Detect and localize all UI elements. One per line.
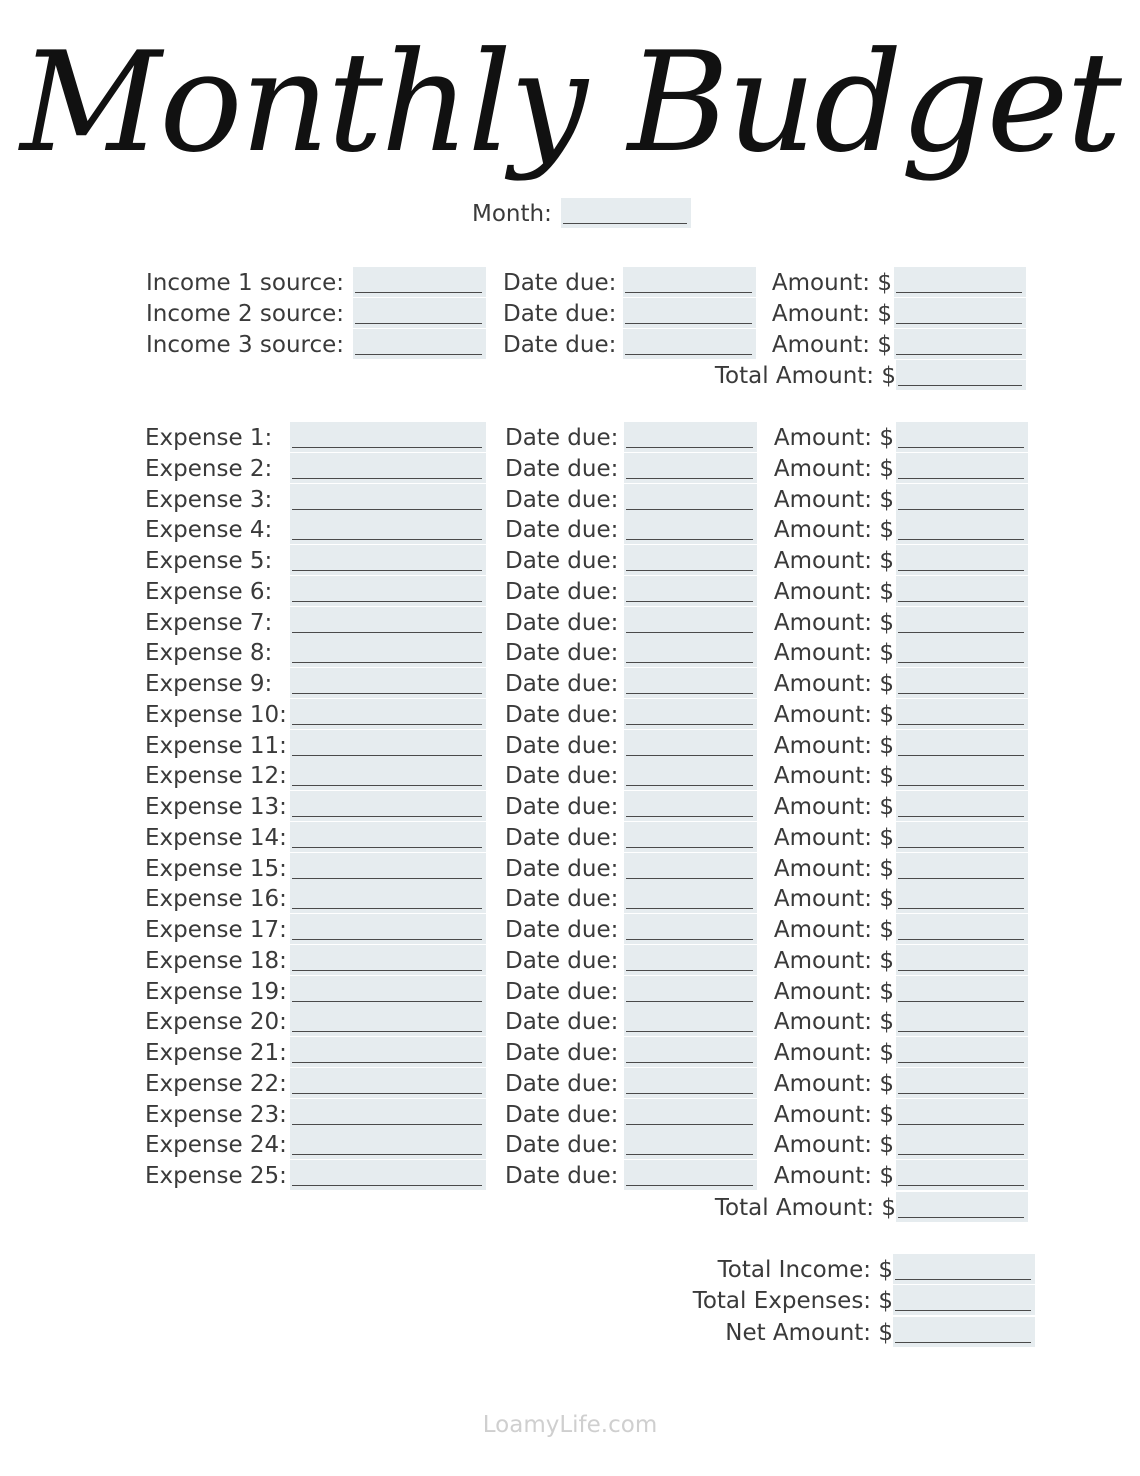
amount-label: Amount: $ — [773, 948, 894, 974]
expense-amount-field[interactable] — [896, 699, 1028, 729]
date-due-label: Date due: — [503, 270, 617, 296]
expense-name-field[interactable] — [290, 1099, 486, 1129]
expense-amount-field[interactable] — [896, 883, 1028, 913]
summary-label: Net Amount: $ — [725, 1320, 893, 1346]
expense-date-field[interactable] — [624, 1068, 757, 1098]
amount-label: Amount: $ — [771, 270, 892, 296]
expense-date-field[interactable] — [624, 1129, 757, 1159]
amount-label: Amount: $ — [773, 733, 894, 759]
expense-label: Expense 20: — [145, 1009, 287, 1035]
income-date-field[interactable] — [623, 267, 756, 297]
expense-amount-field[interactable] — [896, 576, 1028, 606]
expense-label: Expense 19: — [145, 979, 287, 1005]
expense-label: Expense 22: — [145, 1071, 287, 1097]
income-source-label: Income 1 source: — [146, 270, 345, 296]
expense-name-field[interactable] — [290, 514, 486, 544]
expense-amount-field[interactable] — [896, 791, 1028, 821]
expense-amount-field[interactable] — [896, 730, 1028, 760]
expense-amount-field[interactable] — [896, 822, 1028, 852]
expense-label: Expense 13: — [145, 794, 287, 820]
expense-label: Expense 18: — [145, 948, 287, 974]
expense-name-field[interactable] — [290, 545, 486, 575]
expense-amount-field[interactable] — [896, 607, 1028, 637]
expense-date-field[interactable] — [624, 668, 757, 698]
income-source-field[interactable] — [353, 267, 486, 297]
expense-name-field[interactable] — [290, 914, 486, 944]
summary-label: Total Expenses: $ — [692, 1288, 893, 1314]
amount-label: Amount: $ — [773, 1009, 894, 1035]
amount-label: Amount: $ — [771, 332, 892, 358]
expense-label: Expense 24: — [145, 1132, 287, 1158]
amount-label: Amount: $ — [773, 579, 894, 605]
expense-label: Expense 11: — [145, 733, 287, 759]
income-source-label: Income 2 source: — [146, 301, 345, 327]
amount-label: Amount: $ — [773, 548, 894, 574]
expense-date-field[interactable] — [624, 699, 757, 729]
amount-label: Amount: $ — [773, 671, 894, 697]
expense-name-field[interactable] — [290, 1129, 486, 1159]
expense-date-field[interactable] — [624, 822, 757, 852]
amount-label: Amount: $ — [773, 917, 894, 943]
income-amount-field[interactable] — [894, 298, 1026, 328]
date-due-label: Date due: — [505, 425, 619, 451]
expense-label: Expense 12: — [145, 763, 287, 789]
expense-label: Expense 21: — [145, 1040, 287, 1066]
summary-field[interactable] — [893, 1254, 1035, 1284]
expense-label: Expense 7: — [145, 610, 273, 636]
expense-name-field[interactable] — [290, 822, 486, 852]
expense-date-field[interactable] — [624, 453, 757, 483]
expense-name-field[interactable] — [290, 422, 486, 452]
expense-date-field[interactable] — [624, 914, 757, 944]
expense-total-label: Total Amount: $ — [714, 1195, 896, 1221]
expense-date-field[interactable] — [624, 730, 757, 760]
expense-amount-field[interactable] — [896, 637, 1028, 667]
expense-amount-field[interactable] — [896, 422, 1028, 452]
income-date-field[interactable] — [623, 298, 756, 328]
summary-field[interactable] — [893, 1317, 1035, 1347]
expense-date-field[interactable] — [624, 853, 757, 883]
income-source-label: Income 3 source: — [146, 332, 345, 358]
income-source-field[interactable] — [353, 298, 486, 328]
expense-name-field[interactable] — [290, 853, 486, 883]
expense-amount-field[interactable] — [896, 514, 1028, 544]
month-label: Month: — [472, 201, 552, 227]
expense-date-field[interactable] — [624, 1006, 757, 1036]
expense-label: Expense 6: — [145, 579, 273, 605]
amount-label: Amount: $ — [773, 456, 894, 482]
expense-amount-field[interactable] — [896, 760, 1028, 790]
expense-amount-field[interactable] — [896, 945, 1028, 975]
date-due-label: Date due: — [505, 671, 619, 697]
income-total-label: Total Amount: $ — [714, 363, 896, 389]
expense-amount-field[interactable] — [896, 1099, 1028, 1129]
expense-name-field[interactable] — [290, 1160, 486, 1190]
expense-label: Expense 14: — [145, 825, 287, 851]
expense-date-field[interactable] — [624, 576, 757, 606]
amount-label: Amount: $ — [773, 1040, 894, 1066]
expense-label: Expense 1: — [145, 425, 273, 451]
expense-date-field[interactable] — [624, 607, 757, 637]
expense-total-field[interactable] — [896, 1192, 1028, 1222]
expense-date-field[interactable] — [624, 545, 757, 575]
amount-label: Amount: $ — [773, 425, 894, 451]
amount-label: Amount: $ — [773, 856, 894, 882]
expense-name-field[interactable] — [290, 637, 486, 667]
date-due-label: Date due: — [505, 1132, 619, 1158]
date-due-label: Date due: — [505, 610, 619, 636]
date-due-label: Date due: — [505, 794, 619, 820]
page-title: Monthly Budget — [20, 22, 1120, 183]
expense-label: Expense 17: — [145, 917, 287, 943]
date-due-label: Date due: — [505, 733, 619, 759]
expense-amount-field[interactable] — [896, 668, 1028, 698]
expense-name-field[interactable] — [290, 1068, 486, 1098]
amount-label: Amount: $ — [773, 1071, 894, 1097]
expense-date-field[interactable] — [624, 484, 757, 514]
date-due-label: Date due: — [503, 301, 617, 327]
income-source-field[interactable] — [353, 329, 486, 359]
expense-amount-field[interactable] — [896, 545, 1028, 575]
date-due-label: Date due: — [505, 825, 619, 851]
expense-amount-field[interactable] — [896, 1006, 1028, 1036]
expense-name-field[interactable] — [290, 607, 486, 637]
summary-field[interactable] — [893, 1285, 1035, 1315]
expense-amount-field[interactable] — [896, 1129, 1028, 1159]
amount-label: Amount: $ — [773, 794, 894, 820]
date-due-label: Date due: — [505, 1040, 619, 1066]
expense-date-field[interactable] — [624, 760, 757, 790]
expense-name-field[interactable] — [290, 976, 486, 1006]
expense-amount-field[interactable] — [896, 453, 1028, 483]
expense-name-field[interactable] — [290, 1006, 486, 1036]
income-date-field[interactable] — [623, 329, 756, 359]
date-due-label: Date due: — [505, 702, 619, 728]
date-due-label: Date due: — [505, 856, 619, 882]
expense-name-field[interactable] — [290, 699, 486, 729]
amount-label: Amount: $ — [771, 301, 892, 327]
income-amount-field[interactable] — [894, 267, 1026, 297]
expense-date-field[interactable] — [624, 1160, 757, 1190]
expense-label: Expense 8: — [145, 640, 273, 666]
expense-label: Expense 3: — [145, 487, 273, 513]
expense-date-field[interactable] — [624, 514, 757, 544]
expense-amount-field[interactable] — [896, 914, 1028, 944]
expense-amount-field[interactable] — [896, 1037, 1028, 1067]
expense-name-field[interactable] — [290, 760, 486, 790]
expense-label: Expense 10: — [145, 702, 287, 728]
amount-label: Amount: $ — [773, 1132, 894, 1158]
expense-label: Expense 25: — [145, 1163, 287, 1189]
amount-label: Amount: $ — [773, 702, 894, 728]
expense-name-field[interactable] — [290, 576, 486, 606]
expense-name-field[interactable] — [290, 1037, 486, 1067]
date-due-label: Date due: — [505, 548, 619, 574]
amount-label: Amount: $ — [773, 1102, 894, 1128]
income-total-field[interactable] — [896, 360, 1026, 390]
expense-label: Expense 5: — [145, 548, 273, 574]
date-due-label: Date due: — [505, 517, 619, 543]
month-field[interactable] — [561, 198, 691, 228]
expense-label: Expense 23: — [145, 1102, 287, 1128]
expense-label: Expense 16: — [145, 886, 287, 912]
date-due-label: Date due: — [505, 456, 619, 482]
amount-label: Amount: $ — [773, 517, 894, 543]
amount-label: Amount: $ — [773, 825, 894, 851]
expense-amount-field[interactable] — [896, 484, 1028, 514]
expense-name-field[interactable] — [290, 883, 486, 913]
expense-name-field[interactable] — [290, 453, 486, 483]
amount-label: Amount: $ — [773, 640, 894, 666]
date-due-label: Date due: — [505, 979, 619, 1005]
expense-label: Expense 2: — [145, 456, 273, 482]
amount-label: Amount: $ — [773, 886, 894, 912]
date-due-label: Date due: — [505, 763, 619, 789]
amount-label: Amount: $ — [773, 1163, 894, 1189]
date-due-label: Date due: — [505, 487, 619, 513]
expense-name-field[interactable] — [290, 791, 486, 821]
expense-date-field[interactable] — [624, 945, 757, 975]
amount-label: Amount: $ — [773, 610, 894, 636]
expense-name-field[interactable] — [290, 668, 486, 698]
date-due-label: Date due: — [505, 948, 619, 974]
expense-amount-field[interactable] — [896, 1068, 1028, 1098]
expense-name-field[interactable] — [290, 730, 486, 760]
date-due-label: Date due: — [505, 917, 619, 943]
expense-date-field[interactable] — [624, 791, 757, 821]
income-amount-field[interactable] — [894, 329, 1026, 359]
expense-label: Expense 9: — [145, 671, 273, 697]
date-due-label: Date due: — [503, 332, 617, 358]
expense-name-field[interactable] — [290, 484, 486, 514]
footer-website: LoamyLife.com — [482, 1412, 658, 1438]
amount-label: Amount: $ — [773, 763, 894, 789]
expense-date-field[interactable] — [624, 1037, 757, 1067]
date-due-label: Date due: — [505, 579, 619, 605]
expense-label: Expense 4: — [145, 517, 273, 543]
expense-amount-field[interactable] — [896, 853, 1028, 883]
expense-date-field[interactable] — [624, 883, 757, 913]
date-due-label: Date due: — [505, 1071, 619, 1097]
date-due-label: Date due: — [505, 1102, 619, 1128]
amount-label: Amount: $ — [773, 979, 894, 1005]
date-due-label: Date due: — [505, 1163, 619, 1189]
summary-label: Total Income: $ — [717, 1257, 893, 1283]
amount-label: Amount: $ — [773, 487, 894, 513]
expense-label: Expense 15: — [145, 856, 287, 882]
date-due-label: Date due: — [505, 1009, 619, 1035]
date-due-label: Date due: — [505, 640, 619, 666]
expense-amount-field[interactable] — [896, 976, 1028, 1006]
expense-name-field[interactable] — [290, 945, 486, 975]
expense-amount-field[interactable] — [896, 1160, 1028, 1190]
expense-date-field[interactable] — [624, 422, 757, 452]
date-due-label: Date due: — [505, 886, 619, 912]
expense-date-field[interactable] — [624, 1099, 757, 1129]
expense-date-field[interactable] — [624, 976, 757, 1006]
expense-date-field[interactable] — [624, 637, 757, 667]
